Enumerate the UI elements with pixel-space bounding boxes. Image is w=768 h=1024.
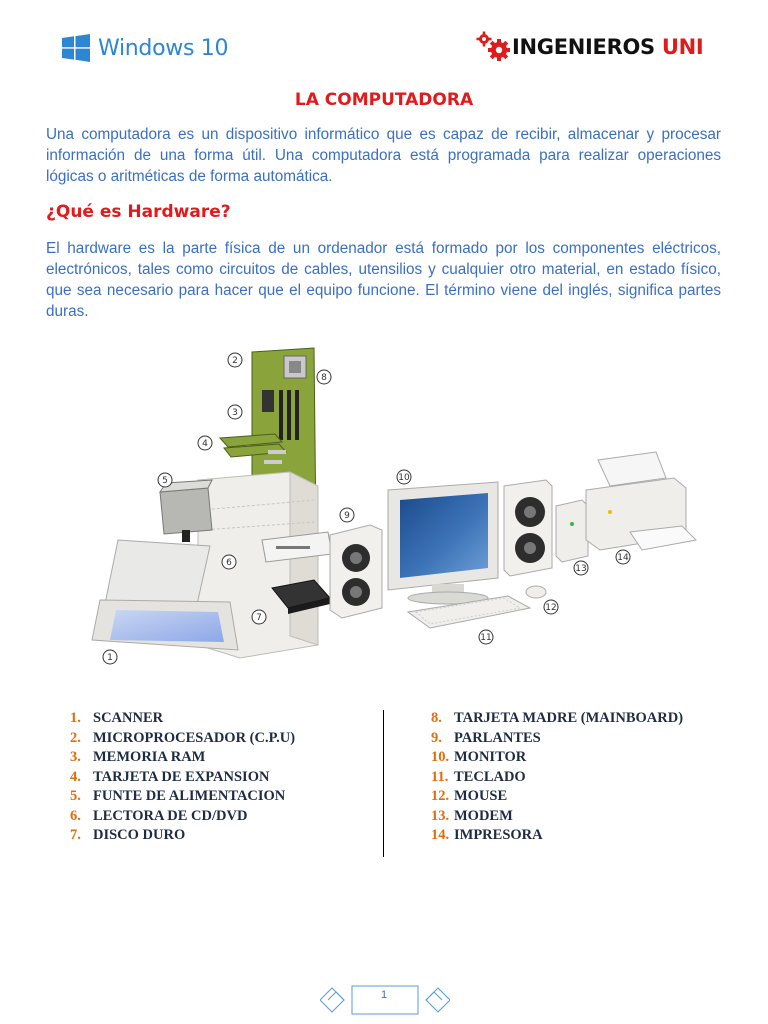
cpu-chip <box>284 356 306 378</box>
list-item-number: 6. <box>70 807 81 824</box>
svg-text:11: 11 <box>480 633 492 643</box>
list-item-label: LECTORA DE CD/DVD <box>93 807 248 824</box>
callout-6 <box>222 555 236 569</box>
list-item-label: TECLADO <box>454 768 526 785</box>
list-item-number: 5. <box>70 788 81 804</box>
callout-13 <box>574 561 588 575</box>
list-item <box>70 749 205 766</box>
list-item-number: 12. <box>431 788 450 804</box>
intro-paragraph: Una computadora es un dispositivo informático que es capaz de recibir, almacenar y procesar información de una forma útil. Una computadora está programada para realizar operaciones lógicas o aritméticas de forma automática. <box>46 126 721 185</box>
page-number: 1 <box>380 989 388 1001</box>
svg-text:5: 5 <box>162 476 168 486</box>
mouse <box>526 586 546 598</box>
callout-9 <box>340 508 354 522</box>
callout-8 <box>317 370 331 384</box>
brand-text-accent: UNI <box>661 35 704 59</box>
list-item-label: MICROPROCESADOR (C.P.U) <box>93 729 296 746</box>
svg-text:4: 4 <box>202 439 208 449</box>
list-item <box>70 808 247 825</box>
brand-text-main: INGENIEROS <box>512 35 655 59</box>
list-item-number: 11. <box>431 768 449 785</box>
ingenieros-uni-logo <box>474 30 703 64</box>
computer-components-illustration <box>90 340 700 680</box>
list-item <box>70 730 295 747</box>
printer <box>586 452 696 550</box>
svg-text:8: 8 <box>321 373 327 383</box>
list-item-label: DISCO DURO <box>93 827 186 843</box>
list-item-label: MEMORIA RAM <box>93 749 206 765</box>
svg-text:3: 3 <box>232 408 238 418</box>
svg-text:13: 13 <box>575 564 587 574</box>
windows-10-logo <box>62 34 228 62</box>
list-item-label: TARJETA MADRE (MAINBOARD) <box>454 710 684 726</box>
speaker-right <box>504 480 552 576</box>
speaker-left <box>330 525 382 618</box>
callout-11 <box>479 630 493 644</box>
list-item-label: MODEM <box>454 807 513 824</box>
list-item <box>70 827 185 844</box>
svg-text:2: 2 <box>232 356 238 366</box>
list-item-number: 2. <box>70 729 81 746</box>
list-item-label: SCANNER <box>93 710 164 726</box>
callout-10 <box>397 470 411 484</box>
list-item <box>431 769 526 786</box>
callout-12 <box>544 600 558 614</box>
svg-text:14: 14 <box>617 553 629 563</box>
list-item <box>70 788 285 805</box>
svg-text:1: 1 <box>107 653 113 663</box>
list-item-number: 1. <box>70 710 81 726</box>
callout-1 <box>103 650 117 664</box>
list-item <box>431 788 507 805</box>
hardware-heading: ¿Qué es Hardware? <box>46 202 231 222</box>
list-item-number: 7. <box>70 827 81 843</box>
list-item-number: 9. <box>431 729 442 746</box>
list-item-number: 13. <box>431 807 450 824</box>
list-item <box>431 710 683 727</box>
callout-4 <box>198 436 212 450</box>
list-item-label: IMPRESORA <box>454 827 543 843</box>
windows-icon <box>62 34 90 62</box>
list-item-label: TARJETA DE EXPANSION <box>93 768 270 785</box>
svg-text:12: 12 <box>545 603 557 613</box>
list-item <box>431 808 513 825</box>
list-item <box>70 710 163 727</box>
list-item-number: 4. <box>70 768 81 785</box>
list-item <box>70 769 269 786</box>
brand-text <box>512 35 703 59</box>
callout-3 <box>228 405 242 419</box>
list-item <box>431 749 526 766</box>
hardware-paragraph: El hardware es la parte física de un ordenador está formado por los componentes eléctricos, electrónicos, tales como circuitos de cables, utensilios y cualquier otro material, en estado físico, que sea necesario para hacer que el equipo funcione. El término viene del inglés, significa partes duras. <box>46 240 721 320</box>
callout-7 <box>252 610 266 624</box>
list-item-label: MOUSE <box>454 788 508 804</box>
page-title: LA COMPUTADORA <box>294 90 474 110</box>
column-divider <box>383 710 384 857</box>
svg-text:9: 9 <box>344 511 350 521</box>
list-item-number: 14. <box>431 827 450 843</box>
svg-text:6: 6 <box>226 558 232 568</box>
monitor <box>388 482 498 604</box>
list-item-number: 8. <box>431 710 442 726</box>
windows-logo-text: Windows 10 <box>98 35 229 61</box>
svg-text:7: 7 <box>256 613 262 623</box>
list-item-label: MONITOR <box>454 749 527 765</box>
modem <box>556 500 588 562</box>
gears-icon <box>474 30 512 64</box>
callout-2 <box>228 353 242 367</box>
callout-5 <box>158 473 172 487</box>
list-item-label: PARLANTES <box>454 729 541 746</box>
list-item-number: 3. <box>70 749 81 765</box>
svg-text:10: 10 <box>398 473 410 483</box>
list-item <box>431 827 543 844</box>
list-item-label: FUNTE DE ALIMENTACION <box>93 788 286 804</box>
list-item <box>431 730 541 747</box>
list-item-number: 10. <box>431 749 450 765</box>
callout-14 <box>616 550 630 564</box>
